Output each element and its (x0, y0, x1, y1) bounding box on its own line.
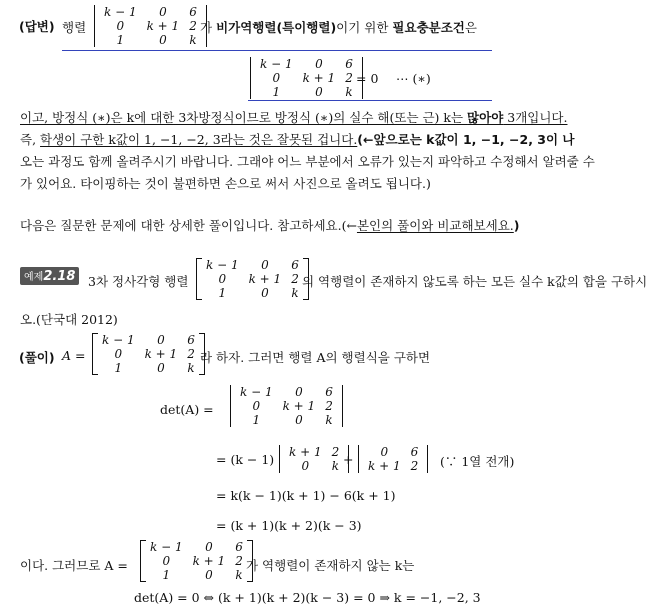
minor-1 (279, 445, 349, 473)
cell: 0 (205, 568, 213, 582)
cell: 2 (291, 272, 299, 286)
final-equation: det(A) = 0 ⇔ (k + 1)(k + 2)(k − 3) = 0 ⇒ k = −1, −2, 3 (134, 590, 481, 605)
cell: 0 (159, 5, 167, 19)
cell: k − 1 (104, 5, 137, 19)
cell: k + 1 (144, 347, 178, 361)
solution-a-eq: A = (62, 348, 86, 363)
cell: k + 1 (248, 272, 282, 286)
example-badge: 예제2.18 (20, 267, 79, 285)
cell: 0 (295, 385, 303, 399)
cell: 2 (235, 554, 243, 568)
cell: 0 (114, 347, 123, 361)
cell: k + 1 (146, 19, 180, 33)
bracket-cap (93, 374, 98, 375)
cell: 2 (410, 459, 419, 473)
bracket-cap (197, 258, 202, 259)
example-text-b: 의 역행렬이 존재하지 않도록 하는 모든 실수 k값의 합을 구하시 (302, 274, 648, 289)
expand-prefix: = (k − 1) (216, 452, 275, 467)
cell: 0 (157, 333, 165, 347)
header-underline (62, 50, 492, 51)
cell: 2 (345, 71, 353, 85)
answer-matrix (94, 5, 207, 47)
cell: k + 1 (368, 459, 401, 473)
cell: 1 (116, 33, 125, 47)
bracket-cap (303, 258, 308, 259)
conclusion-b: 가 역행렬이 존재하지 않는 k는 (246, 558, 415, 573)
bold-nonsingular: 비가역행렬(특이행렬) (216, 20, 337, 35)
solution-matrix (92, 333, 205, 375)
cell: k − 1 (150, 540, 183, 554)
bracket-cap (141, 540, 146, 541)
cell: 0 (116, 19, 125, 33)
det-label: det(A) = (160, 402, 214, 417)
cell: 2 (325, 399, 333, 413)
det-underline (248, 100, 492, 101)
cell: 0 (315, 85, 323, 99)
plus-sign: + (343, 452, 354, 467)
cell: 1 (218, 286, 227, 300)
cell: 0 (261, 258, 269, 272)
bracket-cap (141, 581, 146, 582)
cell: 1 (272, 85, 281, 99)
cell: 6 (325, 385, 333, 399)
bracket-cap (93, 333, 98, 334)
cell: 0 (218, 272, 227, 286)
conclusion-a: 이다. 그러므로 A = (20, 558, 128, 573)
cell: k − 1 (206, 258, 239, 272)
cell: 1 (252, 413, 261, 427)
answer-header-text: 가 비가역행렬(특이행렬)이기 위한 필요충분조건은 (200, 20, 477, 35)
cell: k + 1 (302, 71, 336, 85)
cell: 0 (252, 399, 261, 413)
answer-line-2: 즉, 학생이 구한 k값이 1, −1, −2, 3라는 것은 잘못된 겁니다.(←앞으로는 k값이 1, −1, −2, 3이 나 (20, 132, 575, 147)
cell: k (325, 413, 333, 427)
equation-tag: ⋯ (∗) (396, 71, 431, 86)
cell: k (189, 33, 197, 47)
cell: 0 (159, 33, 167, 47)
bold-iff: 필요충분조건 (392, 20, 465, 35)
cell: 1 (114, 361, 123, 375)
cell: 0 (295, 413, 303, 427)
cell: k (291, 286, 299, 300)
cell: 0 (261, 286, 269, 300)
bracket-cap (247, 540, 252, 541)
det-matrix (250, 57, 363, 99)
cell: k (235, 568, 243, 582)
minor-2 (358, 445, 428, 473)
solution-tag: (풀이) (19, 350, 55, 365)
cell: 6 (410, 445, 419, 459)
cell: k − 1 (240, 385, 273, 399)
cell: 2 (189, 19, 197, 33)
cell: 0 (380, 445, 389, 459)
answer-line-1: 이고, 방정식 (∗)은 k에 대한 3차방정식이므로 방정식 (∗)의 실수 해(또는 근) k는 많아야 3개입니다. (20, 110, 568, 125)
bracket-cap (199, 333, 204, 334)
det-expand-matrix (230, 385, 343, 427)
cell: 6 (189, 5, 197, 19)
bracket-cap (197, 299, 202, 300)
expansion-note: (∵ 1열 전개) (440, 454, 515, 469)
example-text-c: 오.(단국대 2012) (20, 312, 118, 327)
cell: 0 (157, 361, 165, 375)
cell: k (187, 361, 195, 375)
cell: 6 (291, 258, 299, 272)
answer-line-5: 다음은 질문한 문제에 대한 상세한 풀이입니다. 참고하세요.(←본인의 풀이와 비교해보세요.) (20, 218, 520, 233)
bold-at-most: 많아야 (467, 110, 504, 125)
cell: k − 1 (102, 333, 135, 347)
cell: 2 (331, 445, 340, 459)
cell: k + 1 (192, 554, 226, 568)
cell: 6 (235, 540, 243, 554)
cell: k + 1 (282, 399, 316, 413)
cell: 6 (187, 333, 195, 347)
cell: 0 (315, 57, 323, 71)
cell: k (345, 85, 353, 99)
bracket-cap (199, 374, 204, 375)
cell: 0 (272, 71, 281, 85)
answer-line-4: 가 있어요. 타이핑하는 것이 불편하면 손으로 써서 사진으로 올려도 됩니다.) (20, 176, 431, 191)
answer-line-3: 오는 과정도 함께 올려주시기 바랍니다. 그래야 어느 부분에서 오류가 있는지 파악하고 수정해서 알려줄 수 (20, 154, 595, 169)
example-text-a: 3차 정사각형 행렬 (88, 274, 189, 289)
matrix-word: 행렬 (62, 20, 87, 35)
det-equals-zero: = 0 (356, 71, 379, 86)
answer-tag: (답변) (19, 19, 55, 34)
cell: 0 (301, 459, 310, 473)
cell: 1 (162, 568, 171, 582)
cell: 6 (345, 57, 353, 71)
bracket-cap (303, 299, 308, 300)
conclusion-matrix (140, 540, 253, 582)
cell: 0 (205, 540, 213, 554)
step-3: = k(k − 1)(k + 1) − 6(k + 1) (216, 488, 396, 503)
cell: k + 1 (289, 445, 322, 459)
cell: 2 (187, 347, 195, 361)
cell: k (331, 459, 340, 473)
bracket-cap (247, 581, 252, 582)
solution-after-a: 라 하자. 그러면 행렬 A의 행렬식을 구하면 (200, 350, 431, 365)
example-matrix (196, 258, 309, 300)
cell: 0 (162, 554, 171, 568)
cell: k − 1 (260, 57, 293, 71)
step-4: = (k + 1)(k + 2)(k − 3) (216, 518, 362, 533)
